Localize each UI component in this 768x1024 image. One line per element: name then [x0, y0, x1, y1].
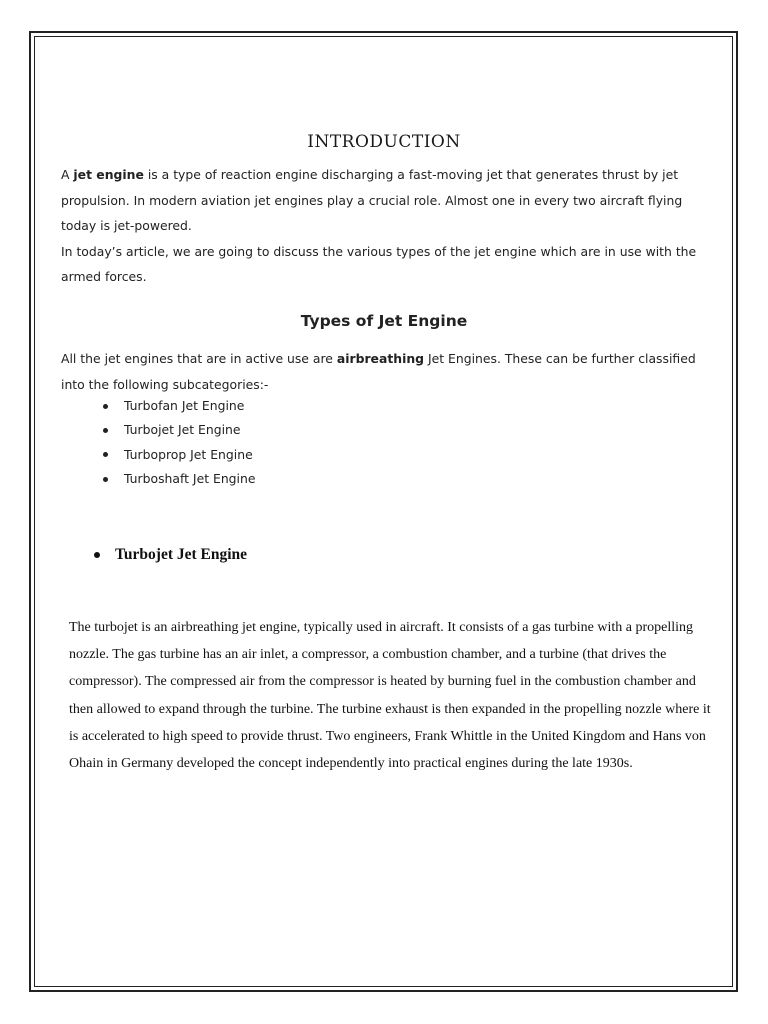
turbojet-body: The turbojet is an airbreathing jet engine, typically used in aircraft. It consists of a gas turbine with a propelling nozzle. The gas turbine has an air inlet, a compressor, a combustion chamber, and a turbine (that drives the compressor). The compressed air from the compressor is heated by burning fuel in the combustion chamber and then allowed to expand through the turbine. The turbine exhaust is then expanded in the propelling nozzle where it is accelerated to high speed to provide thrust. Two engineers, Frank Whittle in the United Kingdom and Hans von Ohain in Germany developed the concept independently into practical engines during the late 1930s. [69, 620, 711, 772]
airbreathing-term: airbreathing [336, 351, 425, 366]
types-text-pre: All the jet engines that are in active use are [61, 351, 337, 366]
list-item [103, 418, 255, 442]
intro-title: INTRODUCTION [307, 132, 461, 152]
list-item [103, 394, 255, 418]
engine-types-list [103, 394, 255, 491]
types-text-post: Jet Engines. These can be further classified into the following subcategories:- [61, 351, 696, 392]
turbojet-heading-label: Turbojet Jet Engine [115, 546, 248, 563]
bullet-icon [103, 428, 108, 433]
turbojet-heading [94, 546, 247, 564]
list-item [103, 443, 255, 467]
bullet-icon [103, 477, 108, 482]
list-item [103, 467, 255, 491]
bullet-icon [103, 452, 108, 457]
list-item-label: Turbojet Jet Engine [124, 422, 241, 438]
intro-article-text: In today’s article, we are going to discuss the various types of the jet engine which are in use with the armed forces. [61, 243, 697, 284]
bullet-icon [103, 404, 108, 409]
types-title: Types of Jet Engine [300, 312, 468, 330]
intro-text-pre: A [61, 167, 74, 182]
list-item-label: Turboprop Jet Engine [124, 446, 253, 462]
bullet-icon [94, 552, 100, 558]
jet-engine-term: jet engine [73, 167, 144, 182]
list-item-label: Turboshaft Jet Engine [124, 470, 256, 486]
intro-text-post: is a type of reaction engine discharging a fast-moving jet that generates thrust by jet propulsion. In modern aviation jet engines play a crucial role. Almost one in every two aircraft flying today is jet-powered. [61, 167, 683, 233]
types-paragraph [61, 346, 711, 397]
list-item-label: Turbofan Jet Engine [124, 398, 245, 413]
intro-paragraph [61, 162, 711, 290]
